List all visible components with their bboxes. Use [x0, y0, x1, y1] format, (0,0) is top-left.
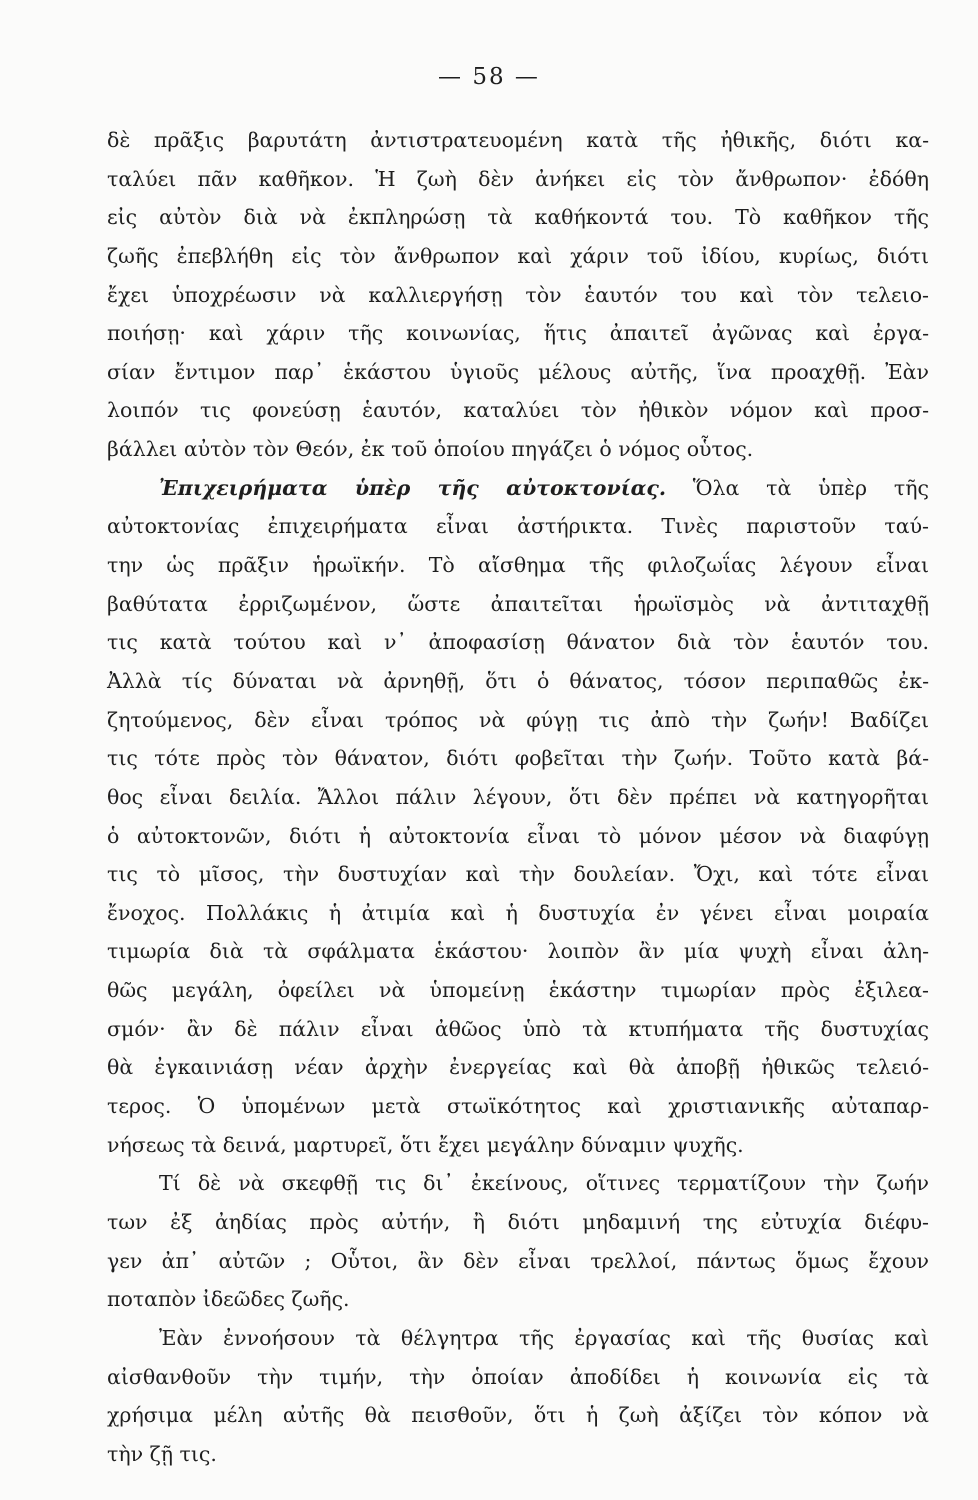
- line-text: τις κατὰ τούτου καὶ ν᾽ ἀποφασίσῃ θάνατον διὰ τὸν ἑαυτόν του.: [107, 630, 929, 655]
- text-line: [107, 585, 929, 624]
- text-line: [107, 237, 929, 276]
- text-line: [107, 1358, 929, 1397]
- text-line: [107, 701, 929, 740]
- line-text: ποιήσῃ· καὶ χάριν τῆς κοινωνίας, ἥτις ἀπαιτεῖ ἀγῶνας καὶ ἐργα-: [107, 321, 929, 346]
- line-text: βάλλει αὐτὸν τὸν Θεόν, ἐκ τοῦ ὁποίου πηγάζει ὁ νόμος οὗτος.: [107, 437, 754, 462]
- text-line: [107, 430, 929, 469]
- line-text: ἔνοχος. Πολλάκις ἡ ἀτιμία καὶ ἡ δυστυχία ἐν γένει εἶναι μοιραία: [107, 900, 929, 925]
- text-line: [107, 894, 929, 933]
- line-text: χρήσιμα μέλη αὐτῆς θὰ πεισθοῦν, ὅτι ἡ ζωὴ ἀξίζει τὸν κόπον νὰ: [107, 1403, 929, 1428]
- text-line: [107, 198, 929, 237]
- text-line: [107, 1087, 929, 1126]
- text-line: [107, 276, 929, 315]
- text-line: [107, 1126, 929, 1165]
- line-text: Ἐὰν ἐννοήσουν τὰ θέλγητρα τῆς ἐργασίας καὶ τῆς θυσίας καὶ: [159, 1325, 929, 1350]
- line-text: τὴν ζῇ τις.: [107, 1441, 217, 1466]
- text-line: [107, 469, 929, 508]
- text-line: [107, 855, 929, 894]
- text-line: [107, 1319, 929, 1358]
- text-line: [107, 314, 929, 353]
- text-line: [107, 662, 929, 701]
- line-text: θῶς μεγάλη, ὀφείλει νὰ ὑπομείνῃ ἑκάστην τιμωρίαν πρὸς ἐξιλεα-: [107, 978, 929, 1003]
- line-text: τερος. Ὁ ὑπομένων μετὰ στωϊκότητος καὶ χριστιανικῆς αὐταπαρ-: [107, 1094, 929, 1119]
- line-text: νήσεως τὰ δεινά, μαρτυρεῖ, ὅτι ἔχει μεγάλην δύναμιν ψυχῆς.: [107, 1132, 744, 1157]
- line-text: δὲ πρᾶξις βαρυτάτη ἀντιστρατευομένη κατὰ τῆς ἠθικῆς, διότι κα-: [107, 128, 929, 152]
- line-text: Ἀλλὰ τίς δύναται νὰ ἀρνηθῇ, ὅτι ὁ θάνατος, τόσον περιπαθῶς ἐκ-: [107, 668, 929, 693]
- line-text: τιμωρία διὰ τὰ σφάλματα ἑκάστου· λοιπὸν ἂν μία ψυχὴ εἶναι ἀλη-: [107, 939, 929, 964]
- line-text: την ὡς πρᾶξιν ἡρωϊκήν. Τὸ αἴσθημα τῆς φιλοζωΐας λέγουν εἶναι: [107, 553, 929, 578]
- line-text: θος εἶναι δειλία. Ἄλλοι πάλιν λέγουν, ὅτι δὲν πρέπει νὰ κατηγορῆται: [107, 784, 929, 809]
- line-text: ἔχει ὑποχρέωσιν νὰ καλλιεργήσῃ τὸν ἑαυτόν του καὶ τὸν τελειο-: [107, 282, 929, 307]
- text-line: [107, 932, 929, 971]
- text-line: [107, 391, 929, 430]
- line-text: των ἐξ ἀηδίας πρὸς αὐτήν, ἢ διότι μηδαμινή της εὐτυχία διέφυ-: [107, 1209, 929, 1234]
- text-line: [107, 817, 929, 856]
- page-number: — 58 —: [438, 64, 540, 90]
- line-text: αὐτοκτονίας ἐπιχειρήματα εἶναι ἀστήρικτα. Τινὲς παριστοῦν ταύ-: [107, 514, 929, 539]
- text-line: [107, 507, 929, 546]
- section-heading: Ἐπιχειρήματα ὑπὲρ τῆς αὐτοκτονίας.: [159, 475, 667, 500]
- text-line: [107, 353, 929, 392]
- line-text: εἰς αὐτὸν διὰ νὰ ἐκπληρώσῃ τὰ καθήκοντά του. Τὸ καθῆκον τῆς: [107, 205, 929, 230]
- line-text: γεν ἀπ᾽ αὐτῶν ; Οὗτοι, ἂν δὲν εἶναι τρελλοί, πάντως ὅμως ἔχουν: [107, 1248, 929, 1273]
- line-text: ποταπὸν ἰδεῶδες ζωῆς.: [107, 1287, 350, 1312]
- line-text: τις τὸ μῖσος, τὴν δυστυχίαν καὶ τὴν δουλείαν. Ὄχι, καὶ τότε εἶναι: [107, 862, 929, 887]
- text-line: [107, 1164, 929, 1203]
- text-line: [107, 546, 929, 585]
- line-text: βαθύτατα ἐρριζωμένον, ὥστε ἀπαιτεῖται ἡρωϊσμὸς νὰ ἀντιταχθῇ: [107, 591, 929, 616]
- body-text: [107, 121, 929, 1473]
- text-line: [107, 1010, 929, 1049]
- line-text: σίαν ἔντιμον παρ᾽ ἑκάστου ὑγιοῦς μέλους αὐτῆς, ἵνα προαχθῇ. Ἐὰν: [107, 359, 929, 384]
- line-text: ὁ αὐτοκτονῶν, διότι ἡ αὐτοκτονία εἶναι τὸ μόνον μέσον νὰ διαφύγῃ: [107, 823, 929, 848]
- text-line: [107, 1280, 929, 1319]
- line-text: αἰσθανθοῦν τὴν τιμήν, τὴν ὁποίαν ἀποδίδει ἡ κοινωνία εἰς τὰ: [107, 1364, 929, 1389]
- text-line: [107, 1203, 929, 1242]
- line-text: θὰ ἐγκαινιάσῃ νέαν ἀρχὴν ἐνεργείας καὶ θὰ ἀποβῇ ἠθικῶς τελειό-: [107, 1055, 929, 1080]
- text-line: [107, 623, 929, 662]
- text-line: [107, 1435, 929, 1474]
- text-line: [107, 1048, 929, 1087]
- line-text: Τί δὲ νὰ σκεφθῇ τις δι᾽ ἐκείνους, οἵτινες τερματίζουν τὴν ζωήν: [159, 1171, 929, 1196]
- line-text: ζωῆς ἐπεβλήθη εἰς τὸν ἄνθρωπον καὶ χάριν τοῦ ἰδίου, κυρίως, διότι: [107, 243, 929, 268]
- text-line: [107, 160, 929, 199]
- line-text: λοιπόν τις φονεύσῃ ἑαυτόν, καταλύει τὸν ἠθικὸν νόμον καὶ προσ-: [107, 398, 929, 423]
- line-text: Ὅλα τὰ ὑπὲρ τῆς: [666, 475, 929, 500]
- line-text: ζητούμενος, δὲν εἶναι τρόπος νὰ φύγῃ τις ἀπὸ τὴν ζωήν! Βαδίζει: [107, 707, 929, 732]
- text-line: [107, 121, 929, 160]
- line-text: ταλύει πᾶν καθῆκον. Ἡ ζωὴ δὲν ἀνήκει εἰς τὸν ἄνθρωπον· ἐδόθη: [107, 166, 929, 191]
- line-text: σμόν· ἂν δὲ πάλιν εἶναι ἀθῶος ὑπὸ τὰ κτυπήματα τῆς δυστυχίας: [107, 1016, 929, 1041]
- text-line: [107, 1242, 929, 1281]
- text-line: [107, 1396, 929, 1435]
- text-line: [107, 778, 929, 817]
- text-line: [107, 739, 929, 778]
- line-text: τις τότε πρὸς τὸν θάνατον, διότι φοβεῖται τὴν ζωήν. Τοῦτο κατὰ βά-: [107, 746, 929, 771]
- text-line: [107, 971, 929, 1010]
